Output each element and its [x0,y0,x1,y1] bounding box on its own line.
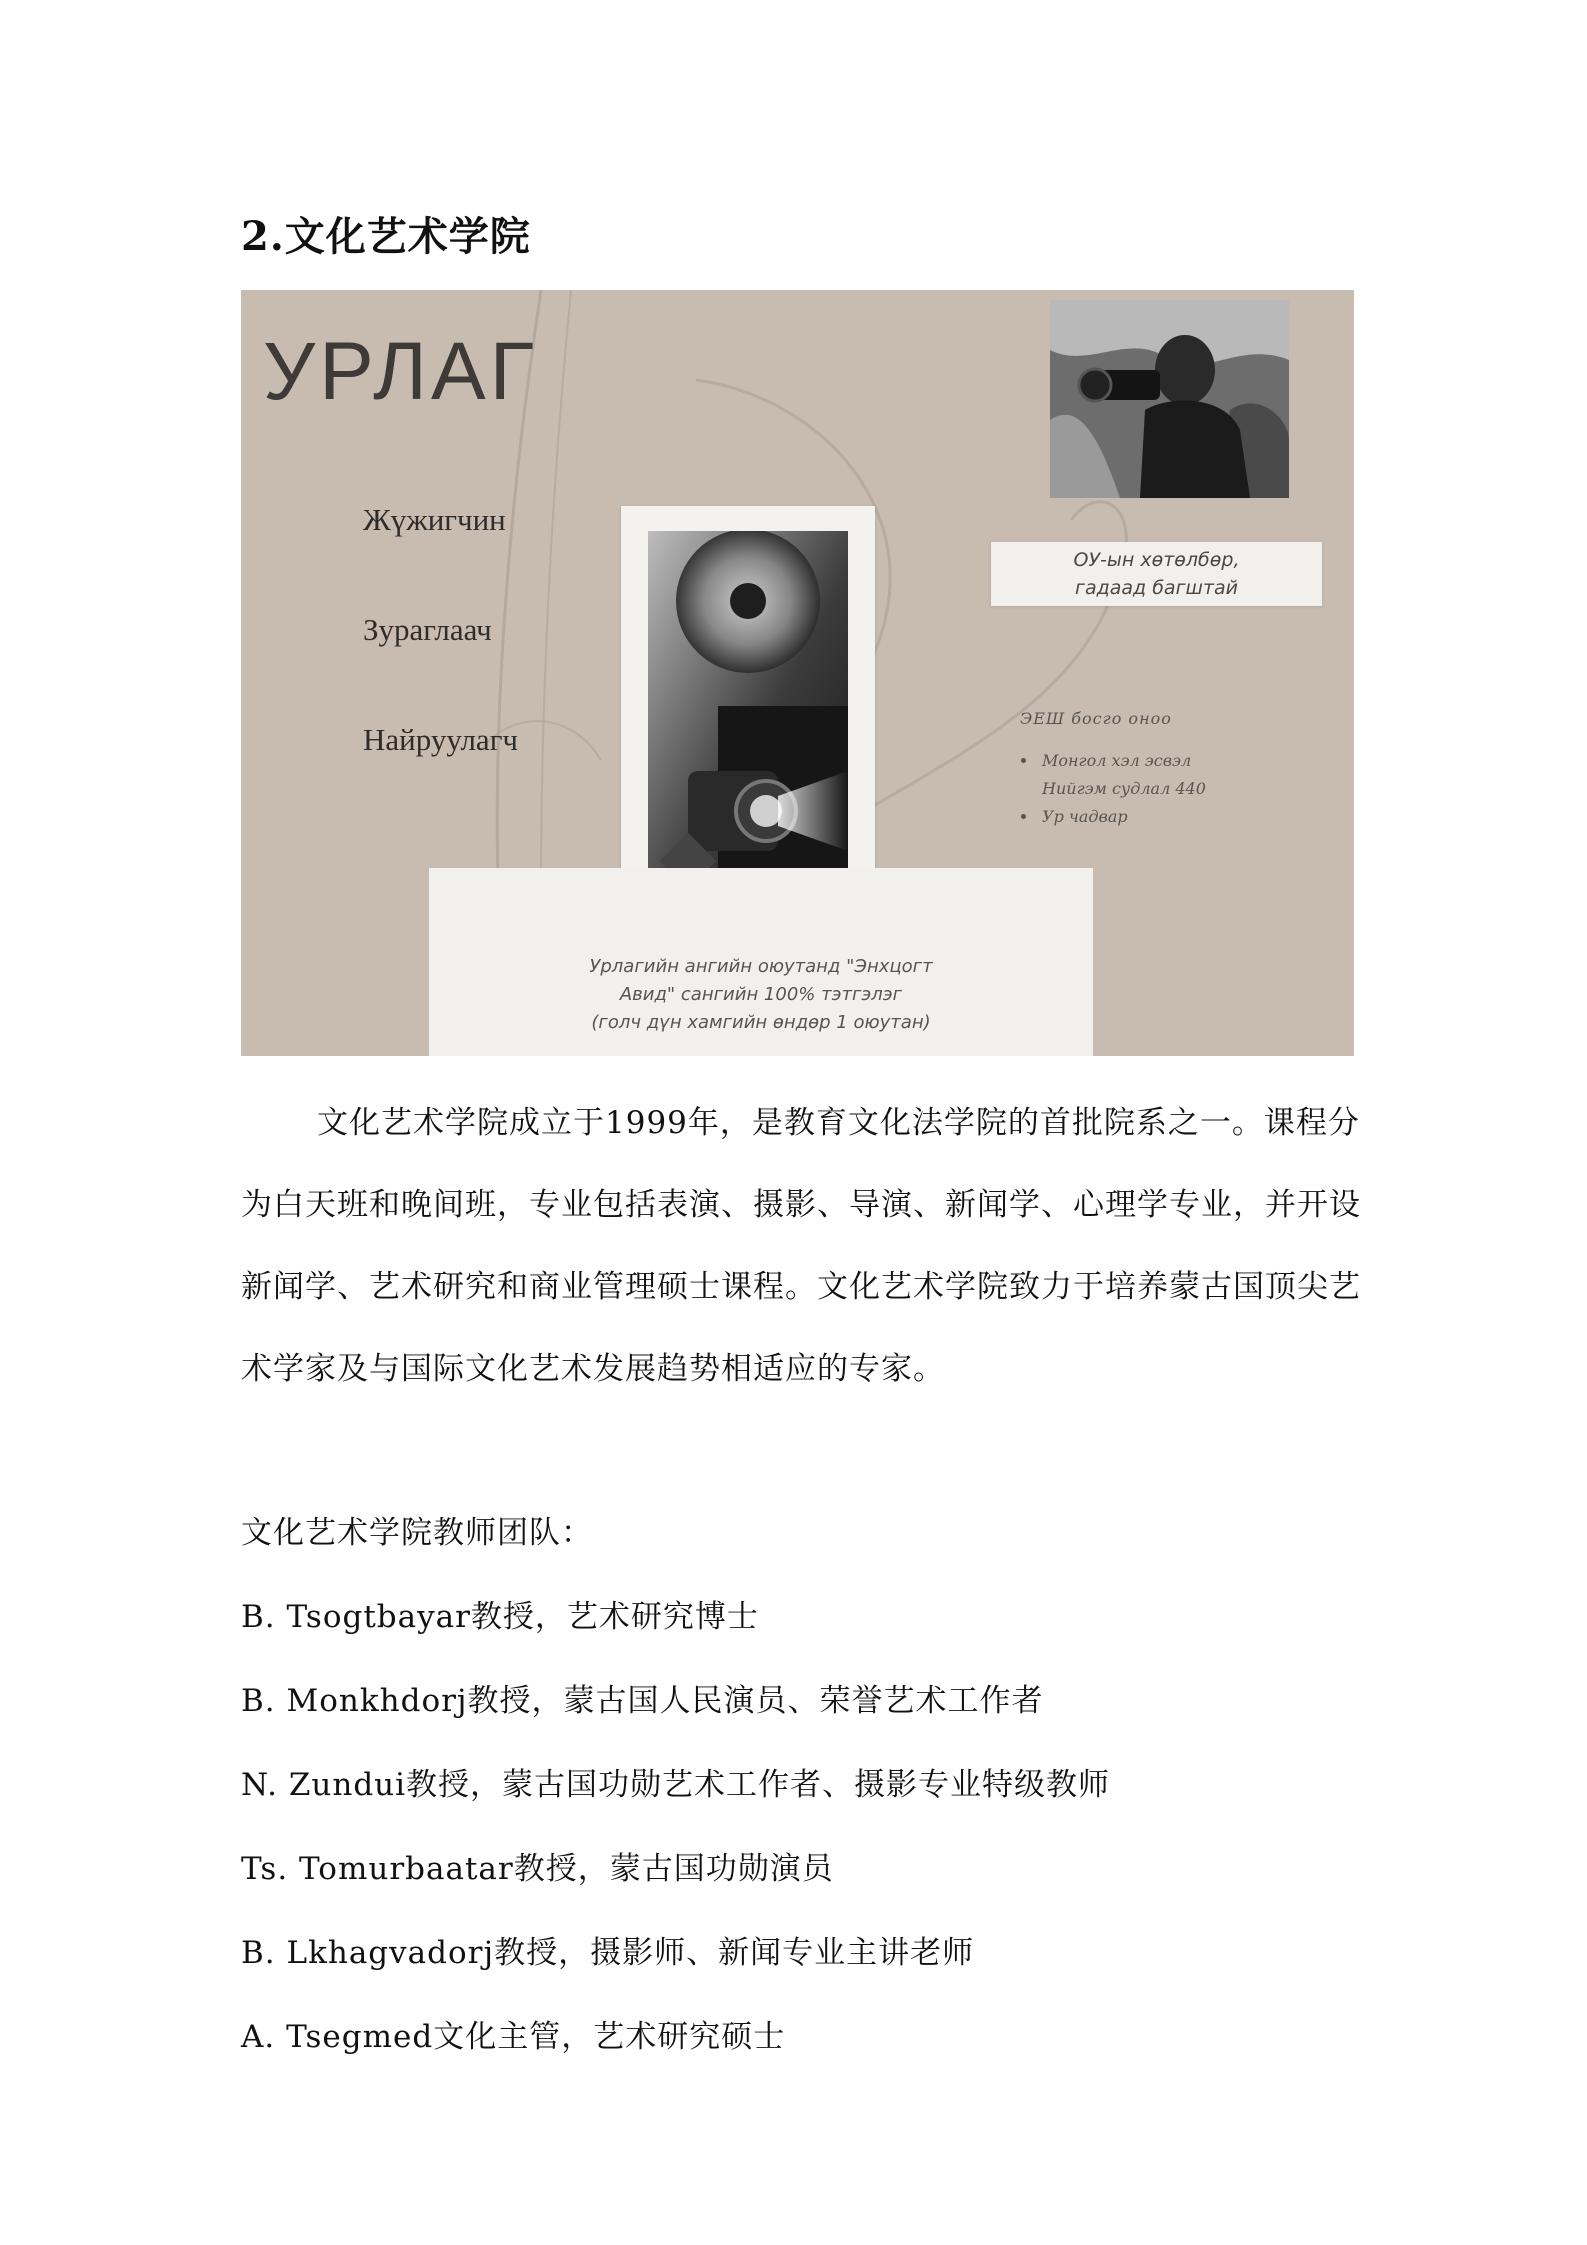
role-actor: Жүжигчин [363,502,506,537]
scholarship-text: Урлагийн ангийн оюутанд "Энхцогт Авид" сангийн 100% тэтгэлэг (голч дүн хамгийн өндөр 1 оюутан) [589,956,933,1033]
poster-title: УРЛАГ [263,326,539,417]
exam-threshold-block [1020,705,1206,831]
faculty-member: A. Tsegmed文化主管，艺术研究硕士 [241,2019,786,2055]
role-list [363,500,518,830]
faculty-member: N. Zundui教授，蒙古国功勋艺术工作者、摄影专业特级教师 [241,1767,1111,1803]
section-title: 2.文化艺术学院 [241,213,531,260]
exam-threshold-title: ЭЕШ босго оноо [1020,709,1172,728]
intro-paragraph: 文化艺术学院成立于1999年，是教育文化法学院的首批院系之一。课程分为白天班和晚间班，专业包括表演、摄影、导演、新闻学、心理学专业，并开设新闻学、艺术研究和商业管理硕士课程。文化艺术学院致力于培养蒙古国顶尖艺术学家及与国际文化艺术发展趋势相适应的专家。 [241,1105,1361,1387]
scholarship-card [429,868,1093,1056]
exam-threshold-item: • Монгол хэл эсвэл Нийгэм судлал 440 [1038,747,1206,803]
role-director: Найруулагч [363,722,518,757]
faculty-member: B. Tsogtbayar教授，艺术研究博士 [241,1599,759,1635]
faculty-member: B. Monkhdorj教授，蒙古国人民演员、荣誉艺术工作者 [241,1683,1044,1719]
faculty-list [241,1576,1110,2080]
role-cinematographer: Зураглаач [363,612,492,647]
exam-threshold-item: • Ур чадвар [1038,803,1206,831]
faculty-heading: 文化艺术学院教师团队： [241,1515,593,1551]
film-projector-image [648,531,848,906]
exam-threshold-list [1020,747,1206,831]
photographer-image [1050,300,1289,498]
art-department-poster [241,290,1354,1056]
international-program-label: ОУ-ын хөтөлбөр, гадаад багштай [991,542,1322,606]
faculty-member: Ts. Tomurbaatar教授，蒙古国功勋演员 [241,1851,834,1887]
faculty-member: B. Lkhagvadorj教授，摄影师、新闻专业主讲老师 [241,1935,975,1971]
